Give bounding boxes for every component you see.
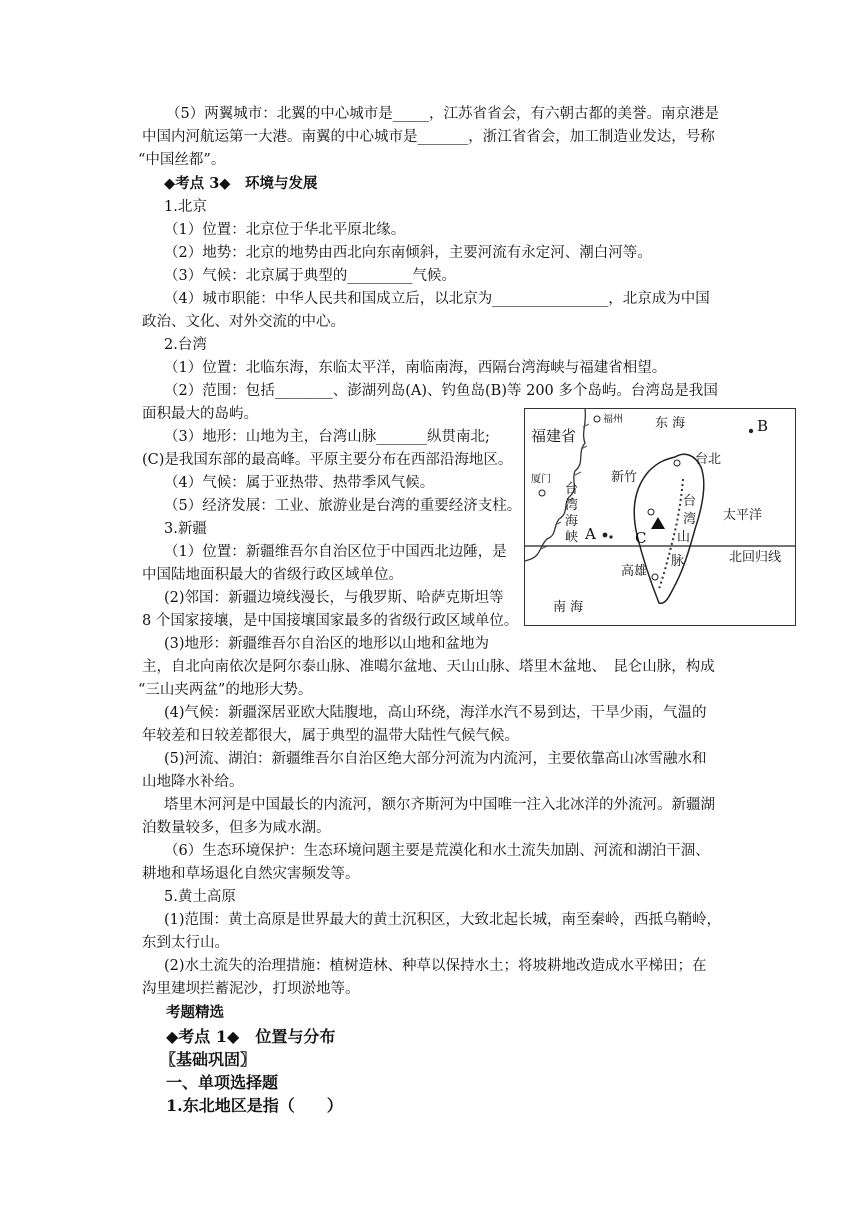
map-label-fuzhou: 福州 bbox=[603, 414, 623, 425]
section-heading: 一、单项选择题 bbox=[166, 1073, 279, 1092]
text-line: 8 个国家接壤，是中国接壤国家最多的省级行政区域单位。 bbox=[142, 613, 519, 629]
text-line: 中国陆地面积最大的省级行政区域单位。 bbox=[142, 567, 403, 583]
map-label-donghai: 东 海 bbox=[655, 416, 686, 431]
text-line: 年较差和日较差都很大，属于典型的温带大陆性气候气候。 bbox=[142, 728, 519, 744]
section-heading: 〖基础巩固〗 bbox=[160, 1050, 257, 1069]
map-label-gaoxiong: 高雄 bbox=[621, 564, 648, 579]
text-line: （5）两翼城市：北翼的中心城市是_____，江苏省省会，有六朝古都的美誉。南京港是 bbox=[166, 106, 719, 122]
taiwan-map bbox=[524, 408, 796, 626]
section-heading: ◆考点 3◆ 环境与发展 bbox=[164, 175, 318, 192]
gaoxiong-marker bbox=[652, 574, 658, 580]
question-title: 1.东北地区是指（ ） bbox=[166, 1096, 343, 1115]
map-label-nanhai: 南 海 bbox=[553, 600, 584, 615]
xiamen-marker bbox=[539, 490, 545, 496]
text-line: 主，自北向南依次是阿尔泰山脉、准噶尔盆地、天山山脉、塔里木盆地、 昆仑山脉，构成 bbox=[142, 659, 715, 675]
map-label-taibei: 台北 bbox=[695, 452, 722, 467]
text-line: （2）范围：包括________、澎湖列岛(A)、钓鱼岛(B)等 200 多个岛屿。台湾岛是我国 bbox=[164, 383, 718, 399]
diaoyu-island bbox=[749, 429, 753, 433]
text-line: （1）位置：北京位于华北平原北缘。 bbox=[164, 222, 406, 238]
text-line: (C)是我国东部的最高峰。平原主要分布在西部沿海地区。 bbox=[142, 452, 513, 468]
map-label-strait-1: 台 bbox=[565, 482, 579, 497]
penghu-islands bbox=[609, 535, 612, 538]
xinzhu-marker bbox=[648, 509, 654, 515]
text-line: （3）气候：北京属于典型的_________气候。 bbox=[164, 268, 456, 284]
text-line: 中国内河航运第一大港。南翼的中心城市是_______，浙江省省会，加工制造业发达，号称 bbox=[142, 129, 715, 145]
text-line: (3)地形：新疆维吾尔自治区的地形以山地和盆地为 bbox=[164, 636, 490, 652]
penghu-islands bbox=[603, 533, 608, 538]
map-label-beihuiguixian: 北回归线 bbox=[729, 550, 782, 565]
map-label-c: C bbox=[635, 529, 647, 547]
subheading: 5.黄土高原 bbox=[164, 889, 236, 905]
text-line: (2)邻国：新疆边境线漫长，与俄罗斯、哈萨克斯坦等 bbox=[164, 590, 504, 606]
text-line: 塔里木河河是中国最长的内流河，额尔齐斯河为中国唯一注入北冰洋的外流河。新疆湖 bbox=[164, 797, 715, 813]
text-line: （6）生态环境保护：生态环境问题主要是荒漠化和水土流失加剧、河流和湖泊干涸、 bbox=[164, 843, 710, 859]
taibei-marker bbox=[674, 460, 680, 466]
text-line: 耕地和草场退化自然灾害频发等。 bbox=[142, 866, 360, 882]
map-label-xinzhu: 新竹 bbox=[611, 470, 638, 485]
text-line: （2）地势：北京的地势由西北向东南倾斜，主要河流有永定河、潮白河等。 bbox=[164, 245, 652, 261]
map-label-mountain-4: 脉 bbox=[671, 554, 685, 569]
map-label-taipingyang: 太平洋 bbox=[723, 508, 763, 523]
text-line: （1）位置：新疆维吾尔自治区位于中国西北边陲，是 bbox=[164, 544, 507, 560]
text-line: 东到太行山。 bbox=[142, 935, 229, 951]
map-label-mountain-2: 湾 bbox=[683, 512, 697, 527]
text-line: 山地降水补给。 bbox=[142, 774, 244, 790]
text-line: “中国丝都”。 bbox=[138, 152, 226, 168]
map-label-mountain-1: 台 bbox=[683, 494, 697, 509]
text-line: 泊数量较多，但多为咸水湖。 bbox=[142, 820, 331, 836]
text-line: （4）气候：属于亚热带、热带季风气候。 bbox=[164, 475, 435, 491]
text-line: “三山夹两盆”的地形大势。 bbox=[138, 682, 313, 698]
map-label-xiamen: 厦门 bbox=[531, 474, 551, 485]
map-label-strait-3: 海 bbox=[565, 514, 579, 529]
fuzhou-marker bbox=[594, 416, 600, 422]
map-label-strait-4: 峡 bbox=[565, 530, 579, 545]
text-line: （5）经济发展：工业、旅游业是台湾的重要经济支柱。 bbox=[164, 498, 522, 514]
section-heading: 考题精选 bbox=[166, 1004, 224, 1021]
map-label-b: B bbox=[757, 417, 769, 435]
text-line: （3）地形：山地为主，台湾山脉_______纵贯南北; bbox=[164, 429, 490, 445]
subheading: 3.新疆 bbox=[164, 521, 207, 537]
text-line: (4)气候：新疆深居亚欧大陆腹地，高山环绕，海洋水汽不易到达，干旱少雨，气温的 bbox=[164, 705, 707, 721]
text-line: 面积最大的岛屿。 bbox=[142, 406, 258, 422]
text-line: 政治、文化、对外交流的中心。 bbox=[142, 314, 345, 330]
map-label-mountain-3: 山 bbox=[677, 530, 691, 545]
text-line: (5)河流、湖泊：新疆维吾尔自治区绝大部分河流为内流河，主要依靠高山冰雪融水和 bbox=[164, 751, 707, 767]
text-line: 沟里建坝拦蓄泥沙，打坝淤地等。 bbox=[142, 981, 360, 997]
subheading: 1.北京 bbox=[164, 199, 207, 215]
text-line: (2)水土流失的治理措施：植树造林、种草以保持水土；将坡耕地改造成水平梯田；在 bbox=[164, 958, 707, 974]
text-line: (1)范围：黄土高原是世界最大的黄土沉积区，大致北起长城，南至秦岭，西抵乌鞘岭， bbox=[164, 912, 722, 928]
section-heading: ◆考点 1◆ 位置与分布 bbox=[166, 1027, 336, 1046]
map-label-strait-2: 湾 bbox=[565, 498, 579, 513]
text-line: （4）城市职能：中华人民共和国成立后，以北京为________________，北京成为中国 bbox=[164, 291, 710, 307]
map-label-a: A bbox=[585, 525, 596, 543]
map-label-fujian: 福建省 bbox=[531, 427, 577, 445]
text-line: （1）位置：北临东海，东临太平洋，南临南海，西隔台湾海峡与福建省相望。 bbox=[164, 360, 667, 376]
subheading: 2.台湾 bbox=[164, 337, 207, 353]
